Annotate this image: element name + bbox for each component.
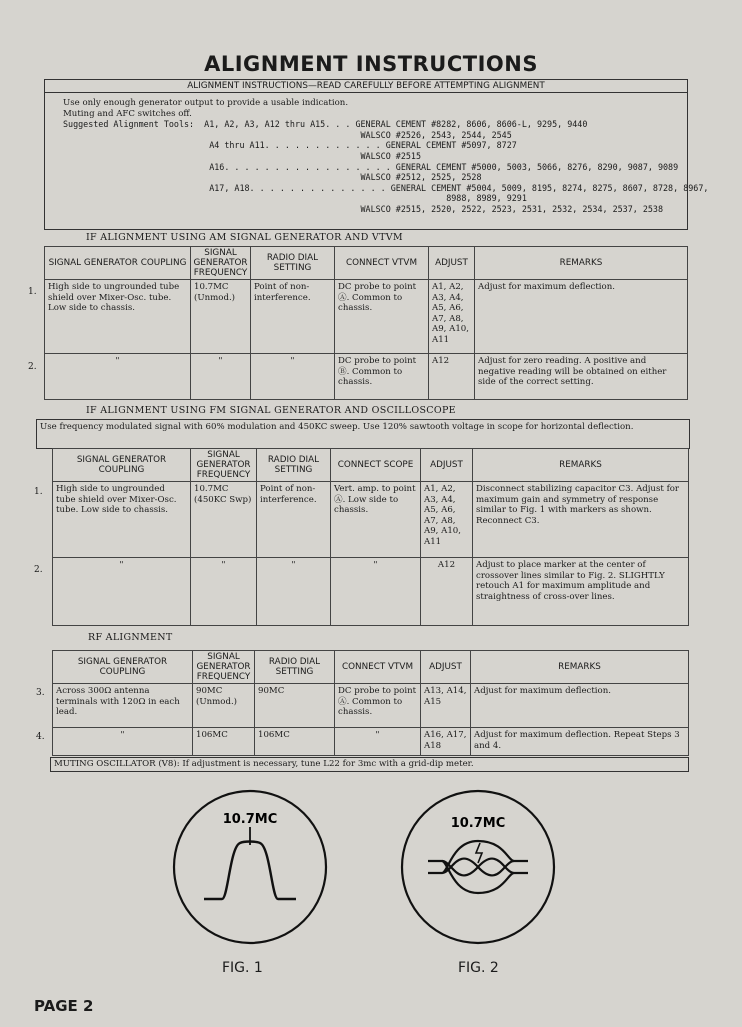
row-number: 3. [36, 688, 45, 698]
hdr-frequency: SIGNAL GENERATOR FREQUENCY [191, 247, 251, 280]
if-am-table [44, 246, 688, 400]
hdr-adjust: ADJUST [421, 651, 471, 684]
cell-connect: DC probe to point Ⓐ. Common to chassis. [335, 684, 421, 728]
page-title: ALIGNMENT INSTRUCTIONS [204, 52, 538, 76]
hdr-dial: RADIO DIAL SETTING [255, 651, 335, 684]
muting-oscillator-note [50, 757, 689, 772]
cell-dial: " [257, 558, 331, 626]
hdr-frequency: SIGNAL GENERATOR FREQUENCY [191, 449, 257, 482]
cell-coupling: " [53, 558, 191, 626]
table-row [53, 728, 689, 756]
cell-remarks: Disconnect stabilizing capacitor C3. Adjust for maximum gain and symmetry of response similar to Fig. 1 with markers as shown. Reconnect C3. [473, 482, 689, 558]
muting-text: MUTING OSCILLATOR (V8): If adjustment is necessary, tune L22 for 3mc with a grid-dip meter. [54, 759, 474, 769]
cell-connect: " [331, 558, 421, 626]
banner: ALIGNMENT INSTRUCTIONS—READ CAREFULLY BEFORE ATTEMPTING ALIGNMENT [45, 80, 687, 93]
cell-dial: Point of non-interference. [251, 280, 335, 354]
cell-frequency: 10.7MC (450KC Swp) [191, 482, 257, 558]
hdr-remarks: REMARKS [475, 247, 688, 280]
hdr-adjust: ADJUST [429, 247, 475, 280]
hdr-dial: RADIO DIAL SETTING [257, 449, 331, 482]
hdr-adjust: ADJUST [421, 449, 473, 482]
row-number: 2. [28, 362, 37, 372]
intro-box [44, 79, 709, 230]
cell-frequency: " [191, 558, 257, 626]
row-number: 1. [34, 487, 43, 497]
cell-dial: 106MC [255, 728, 335, 756]
cell-connect: " [335, 728, 421, 756]
section-heading-if-am: IF ALIGNMENT USING AM SIGNAL GENERATOR AND VTVM [86, 232, 403, 243]
cell-frequency: " [191, 354, 251, 400]
cell-remarks: Adjust to place marker at the center of crossover lines similar to Fig. 2. SLIGHTLY retouch A1 for maximum amplitude and straightness of cross-over lines. [473, 558, 689, 626]
if-fm-table [52, 448, 689, 626]
cell-frequency: 90MC (Unmod.) [193, 684, 255, 728]
cell-remarks: Adjust for zero reading. A positive and negative reading will be obtained on either side of the correct setting. [475, 354, 688, 400]
table-row [53, 482, 689, 558]
page-number: PAGE 2 [34, 997, 94, 1015]
hdr-coupling: SIGNAL GENERATOR COUPLING [53, 449, 191, 482]
cell-adjust: A12 [429, 354, 475, 400]
cell-adjust: A1, A2, A3, A4, A5, A6, A7, A8, A9, A10, A11 [421, 482, 473, 558]
cell-coupling: High side to ungrounded tube shield over Mixer-Osc. tube. Low side to chassis. [45, 280, 191, 354]
row-number: 1. [28, 287, 37, 297]
fig-1-marker-label: 10.7MC [222, 812, 278, 827]
cell-connect: DC probe to point Ⓐ. Common to chassis. [335, 280, 429, 354]
cell-adjust: A12 [421, 558, 473, 626]
table-row [53, 558, 689, 626]
marker-pip [476, 843, 482, 863]
fm-note [36, 419, 690, 449]
row-number: 4. [36, 732, 45, 742]
fig-2-label: FIG. 2 [458, 960, 499, 976]
rf-table [52, 650, 689, 756]
cell-connect: Vert. amp. to point Ⓐ. Low side to chassis. [331, 482, 421, 558]
cell-adjust: A16, A17, A18 [421, 728, 471, 756]
hdr-remarks: REMARKS [471, 651, 689, 684]
fig-1-label: FIG. 1 [222, 960, 263, 976]
cell-connect: DC probe to point Ⓑ. Common to chassis. [335, 354, 429, 400]
intro-text [45, 93, 709, 215]
fig-2-marker-label: 10.7MC [450, 816, 506, 831]
section-heading-if-fm: IF ALIGNMENT USING FM SIGNAL GENERATOR AND OSCILLOSCOPE [86, 405, 456, 416]
hdr-dial: RADIO DIAL SETTING [251, 247, 335, 280]
hdr-connect: CONNECT VTVM [335, 651, 421, 684]
alignment-tools-list: Suggested Alignment Tools: A1, A2, A3, A12 thru A15. . . GENERAL CEMENT #8282, 8606, 8606-L, 9295, 9440 WALSCO #2526, 2543, 2544, 2545 A4 thru A11. . . . . . . . . . . . GENERAL CEMENT #5097, 8727 WALSCO #2515 A16. . . . . . . . . . . . . . . . . GENERAL CEMENT #5000, 5003, 5066, 8276, 8290, 9087, 9089 WALSCO #2512, 2525, 2528 A17, A18. . . . . . . . . . . . . . GENERAL CEMENT #5004, 5009, 8195, 8274, 8275, 8607, 8728, 8967, 8988, 8989, 9291 WALSCO #2515, 2520, 2522, 2523, 2531, 2532, 2534, 2537, 2538 [63, 119, 709, 214]
cell-frequency: 10.7MC (Unmod.) [191, 280, 251, 354]
cell-dial: Point of non-interference. [257, 482, 331, 558]
cell-adjust: A1, A2, A3, A4, A5, A6, A7, A8, A9, A10, A11 [429, 280, 475, 354]
cell-coupling: " [53, 728, 193, 756]
hdr-frequency: SIGNAL GENERATOR FREQUENCY [193, 651, 255, 684]
fm-note-text: Use frequency modulated signal with 60% modulation and 450KC sweep. Use 120% sawtooth voltage in scope for horizontal deflection. [40, 422, 634, 432]
table-row [45, 280, 688, 354]
table-row [53, 684, 689, 728]
cell-coupling: High side to ungrounded tube shield over Mixer-Osc. tube. Low side to chassis. [53, 482, 191, 558]
row-number: 2. [34, 565, 43, 575]
intro-line-2: Muting and AFC switches off. [63, 108, 192, 119]
intro-line-1: Use only enough generator output to provide a usable indication. [63, 98, 349, 108]
cell-adjust: A13, A14, A15 [421, 684, 471, 728]
cell-frequency: 106MC [193, 728, 255, 756]
table-row [45, 354, 688, 400]
hdr-remarks: REMARKS [473, 449, 689, 482]
cell-coupling: " [45, 354, 191, 400]
cell-coupling: Across 300Ω antenna terminals with 120Ω in each lead. [53, 684, 193, 728]
hdr-connect: CONNECT VTVM [335, 247, 429, 280]
cell-dial: " [251, 354, 335, 400]
cell-remarks: Adjust for maximum deflection. Repeat Steps 3 and 4. [471, 728, 689, 756]
section-heading-rf: RF ALIGNMENT [88, 632, 173, 643]
cell-remarks: Adjust for maximum deflection. [471, 684, 689, 728]
hdr-coupling: SIGNAL GENERATOR COUPLING [53, 651, 193, 684]
cell-remarks: Adjust for maximum deflection. [475, 280, 688, 354]
fig-2-scope-trace [398, 787, 558, 947]
hdr-connect: CONNECT SCOPE [331, 449, 421, 482]
fig-1-scope-trace [170, 787, 330, 947]
hdr-coupling: SIGNAL GENERATOR COUPLING [45, 247, 191, 280]
response-curve [204, 842, 296, 900]
cell-dial: 90MC [255, 684, 335, 728]
